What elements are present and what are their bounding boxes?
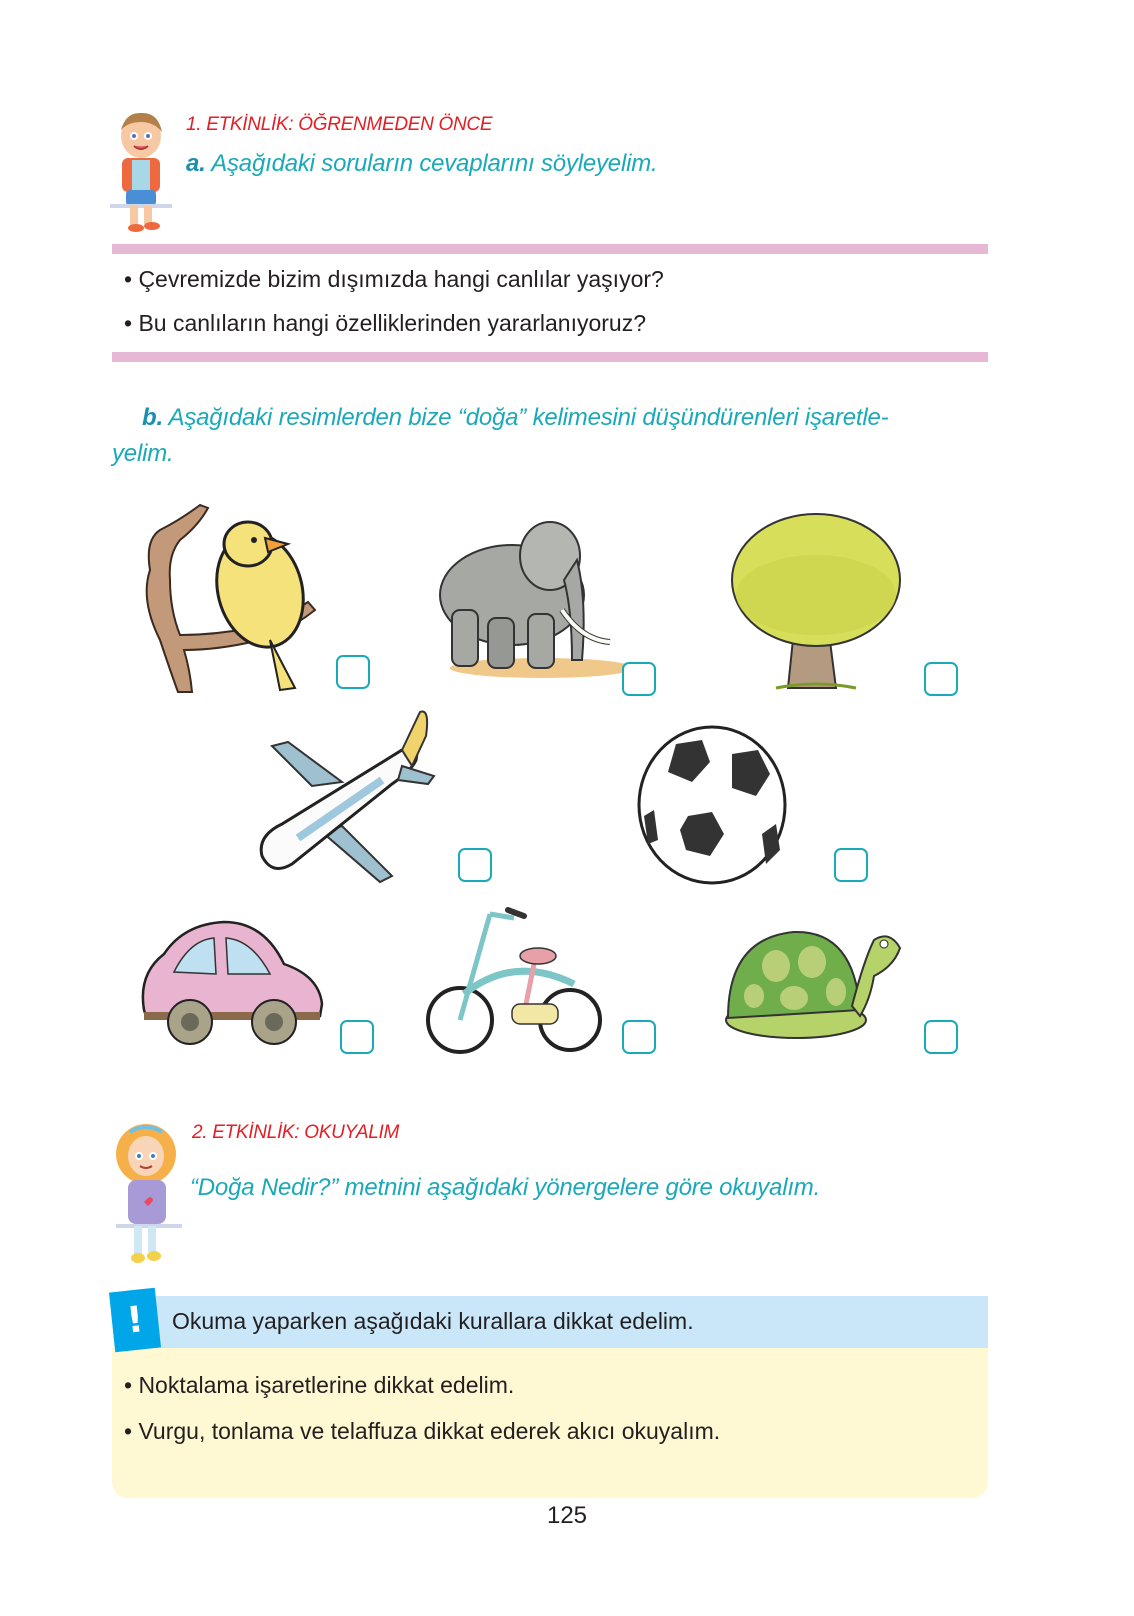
- pink-divider-bottom: [112, 352, 988, 362]
- activity-1-title: 1. ETKİNLİK: ÖĞRENMEDEN ÖNCE: [186, 114, 493, 135]
- rule-2: • Vurgu, tonlama ve telaffuza dikkat ederek akıcı okuyalım.: [124, 1418, 721, 1444]
- bicycle-checkbox[interactable]: [622, 1020, 656, 1054]
- part-b-label: b.: [142, 404, 163, 431]
- airplane-icon: [252, 706, 442, 886]
- part-a-text: Aşağıdaki soruların cevaplarını söyleyelim.: [211, 150, 658, 177]
- boy-mascot-icon: [108, 108, 174, 236]
- elephant-checkbox[interactable]: [622, 662, 656, 696]
- soccer-ball-icon: [636, 724, 788, 886]
- question-1: • Çevremizde bizim dışımızda hangi canlılar yaşıyor?: [124, 266, 664, 292]
- bird-icon: [120, 500, 330, 695]
- part-b-text-line2: yelim.: [112, 440, 174, 467]
- car-icon: [134, 914, 330, 1046]
- tree-checkbox[interactable]: [924, 662, 958, 696]
- question-2: • Bu canlıların hangi özelliklerinden yararlanıyoruz?: [124, 310, 647, 336]
- bird-checkbox[interactable]: [336, 655, 370, 689]
- alert-header: [150, 1296, 988, 1348]
- page-number: 125: [546, 1502, 588, 1529]
- bicycle-icon: [424, 904, 604, 1056]
- car-checkbox[interactable]: [340, 1020, 374, 1054]
- alert-heading: Okuma yaparken aşağıdaki kurallara dikkat edelim.: [172, 1308, 694, 1334]
- tree-icon: [726, 500, 906, 692]
- rule-1: • Noktalama işaretlerine dikkat edelim.: [124, 1372, 515, 1398]
- activity-2-title: 2. ETKİNLİK: OKUYALIM: [192, 1122, 399, 1143]
- part-b-text-line1: Aşağıdaki resimlerden bize “doğa” kelimesini düşündürenleri işaretle-: [168, 404, 889, 431]
- elephant-icon: [432, 510, 632, 678]
- part-a-label: a.: [186, 150, 206, 177]
- exclamation-icon: !: [109, 1288, 161, 1352]
- pink-divider-top: [112, 244, 988, 254]
- part-b-instruction: [112, 400, 988, 472]
- turtle-checkbox[interactable]: [924, 1020, 958, 1054]
- activity-2-instruction: “Doğa Nedir?” metnini aşağıdaki yönergelere göre okuyalım.: [190, 1174, 821, 1201]
- soccer-ball-checkbox[interactable]: [834, 848, 868, 882]
- airplane-checkbox[interactable]: [458, 848, 492, 882]
- turtle-icon: [714, 920, 904, 1044]
- girl-mascot-icon: [112, 1118, 184, 1268]
- part-a-instruction: [186, 150, 657, 178]
